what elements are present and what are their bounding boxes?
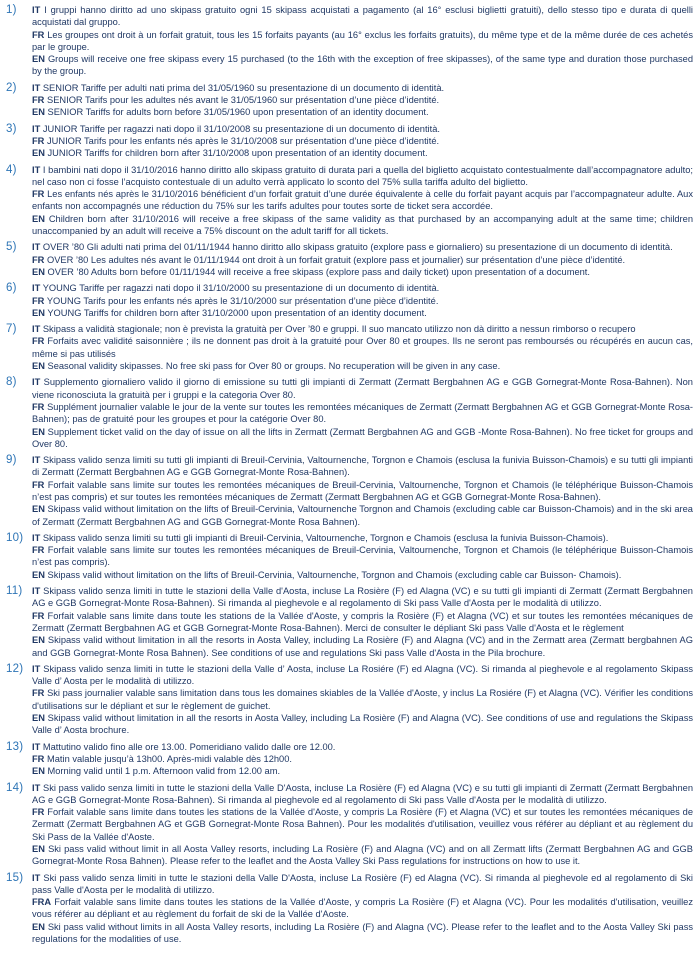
note-paragraph <box>32 569 693 581</box>
note-paragraph <box>32 82 693 94</box>
note-text: Supplément journalier valable le jour de la vente sur toutes les remontées mécaniques de Zermatt (Zermatt Bergbahnen AG et GGB Gornegrat-Monte Rosa-Bahnen); pas de gratuité pour les groupes et pour la catégorie Over 80. <box>32 401 693 425</box>
language-tag: EN <box>32 54 45 65</box>
language-tag: IT <box>32 782 41 793</box>
note-text: Ski pass valid without limit in all Aosta Valley resorts, including La Rosière (F) and Alagna (VC) and on all Zermatt lifts (Zermatt Bergbahnen AG and GGB Gornegrat-Monte Rosa Bahnen). Please refer to the leaflet and the Aosta Valley Ski Pass regulations for instructions on how to use it. <box>32 844 693 867</box>
note-paragraph <box>32 426 693 451</box>
language-tag: FR <box>32 95 45 106</box>
note-text: YOUNG Tarifs pour les enfants nés après le 31/10/2000 sur présentation d’une pièce d’identité. <box>46 295 439 306</box>
note-number: 4) <box>6 163 17 176</box>
note-item <box>4 123 693 160</box>
language-tag: EN <box>32 361 45 372</box>
note-number: 5) <box>6 241 17 254</box>
note-item <box>4 164 693 238</box>
note-text: Skipass a validità stagionale; non è prevista la gratuità per Over ’80 e gruppi. Il suo mancato utilizzo non dà diritto a nessun rimborso o recupero <box>42 324 636 335</box>
note-number: 6) <box>6 282 17 295</box>
language-tag: FR <box>32 807 45 818</box>
language-tag: FR <box>32 401 45 412</box>
language-tag: EN <box>32 107 45 118</box>
note-body <box>32 323 693 372</box>
note-paragraph <box>32 921 693 946</box>
note-item <box>4 376 693 450</box>
note-paragraph <box>32 282 693 294</box>
note-text: Forfait valable sans limite sur toutes les remontées mécaniques de Breuil-Cervinia, Valtournenche, Torgnon et Chamois (le téléphérique Buisson-Chamois n’est pas compris). <box>32 545 693 568</box>
note-body <box>32 454 693 528</box>
note-paragraph <box>32 843 693 868</box>
note-text: Forfait valable sans limite dans toutes les stations de la Vallée d'Aoste, y compris La Rosière (F) et Alagna (VC). Pour les modalités d'utilisation, veuillez vous référer au dépliant et au règlement du forfait de ski de la Vallée d'Aoste. <box>32 897 693 920</box>
language-tag: EN <box>32 766 45 777</box>
language-tag: EN <box>32 844 45 854</box>
note-paragraph <box>32 94 693 106</box>
note-number: 10) <box>6 531 24 544</box>
language-tag: EN <box>32 504 45 515</box>
note-text: Supplemento giornaliero valido il giorno di emissione su tutti gli impianti di Zermatt (Zermatt Bergbahnen AG e GGB Gornegrat-Monte Rosa-Bahnen). Non viene riconosciuta la gratuità per i gruppi e la categoria Over 80. <box>32 377 693 400</box>
note-text: Forfaits avec validité saisonnière ; ils ne donnent pas droit à la gratuité pour Over 80 et groupes. Ils ne seront pas remboursés ou récupérés en aucun cas, même si pas utilisés <box>32 336 693 359</box>
note-paragraph <box>32 712 693 737</box>
note-item <box>4 741 693 778</box>
language-tag: EN <box>32 635 45 646</box>
note-paragraph <box>32 585 693 610</box>
note-number: 1) <box>6 4 17 16</box>
note-text: OVER ’80 Gli adulti nati prima del 01/11/1944 hanno diritto allo skipass gratuito (explore pass e giornaliero) su presentazione di un documento di identità. <box>42 242 673 253</box>
language-tag: FR <box>32 336 45 347</box>
note-text: Ski pass journalier valable sans limitation dans tous les domaines skiables de la Vallée d'Aoste, y inclus La Rosiére (F) et Alagna (VC). Vérifier les conditions d'utilisations sur le dépliant et sur le règlement de guichet. <box>32 688 694 711</box>
note-text: Forfait valable sans limite dans toutes les stations de la Vallée d'Aoste, y compris La Rosière (F) et Alagna (VC) et sur toutes les remontées mécaniques de Zermatt (Zermatt Bergbahnen AG et GGB Gornegrat-Monte Rosa Bahnen). Pour les modalités d'utilisation, veuillez vous référer au dépliant et au règlement du Ski Pass de la Vallée d'Aoste. <box>32 807 693 842</box>
note-paragraph <box>32 765 693 777</box>
note-text: Skipass valido senza limiti in tutte le stazioni della Valle d'Aosta, incluse La Rosière (F) ed Alagna (VC) e su tutti gli impianti di Zermatt (Zermatt Bergbahnen AG e GGB Gornegrat-Monte Rosa-Bahnen). Si rimanda al pieghevole e al regolamento di Ski pass Valle d'Aosta per le modalità di utilizzo. <box>32 586 693 609</box>
note-paragraph <box>32 610 693 635</box>
note-paragraph <box>32 532 693 544</box>
note-item <box>4 782 693 868</box>
language-tag: EN <box>32 426 45 437</box>
note-body <box>32 376 693 450</box>
language-tag: EN <box>32 148 45 159</box>
language-tag: FR <box>32 688 45 699</box>
note-paragraph <box>32 307 693 319</box>
note-text: JUNIOR Tariffe per ragazzi nati dopo il 31/10/2008 su presentazione di un documento di identità. <box>42 123 440 134</box>
note-text: Les groupes ont droit à un forfait gratuit, tous les 15 forfaits payants (au 16° exclus les forfaits gratuits), du même type et de la même durée de ces achetés par le groupe. <box>32 29 693 52</box>
language-tag: FR <box>32 610 45 621</box>
language-tag: IT <box>32 532 41 543</box>
note-text: Skipass valid without limitation in all the resorts in Aosta Valley, including La Rosière (F) and Alagna (VC) and in the Zermatt area (Zermatt bergbahnen AG and GGB Gornegrat-Monte Rosa Bahnen). See conditions of use and regulations Ski pass Valle d'Aosta in the Pila brochure. <box>32 635 693 658</box>
note-paragraph <box>32 295 693 307</box>
language-tag: IT <box>32 242 41 253</box>
note-item <box>4 585 693 659</box>
note-text: Ski pass valido senza limiti in tutte le stazioni della Valle D'Aosta, incluse La Rosière (F) ed Alagna (VC) e su tutti gli impianti di Zermatt (Zermatt Bergbahnen AG e GGB Gornegrat-Monte Rosa-Bahnen). Si rimanda al pieghevole ed al regolamento di Ski pass Valle d'Aosta per le modalità di utilizzo. <box>32 782 693 805</box>
note-text: Les enfants nés après le 31/10/2016 bénéficient d’un forfait gratuit d’une durée équivalente à celle du forfait payant acquis par l’accompagnateur adulte. Aux enfants non accompagnés une réduction du 75% sur les tarifs adultes pour toutes sorte de ticket sera accordée. <box>32 189 693 212</box>
language-tag: FR <box>32 189 45 200</box>
note-text: JUNIOR Tariffs for children born after 31/10/2008 upon presentation of an identity document. <box>47 148 428 159</box>
note-text: Groups will receive one free skipass every 15 purchased (to the 16th with the exception of free skipasses), of the same type and duration those purchased by the group. <box>32 54 694 77</box>
language-tag: EN <box>32 569 45 580</box>
language-tag: IT <box>32 283 41 294</box>
note-paragraph <box>32 335 693 360</box>
note-text: Forfait valable sans limite sur toutes les remontées mécaniques de Breuil-Cervinia, Valtournenche, Torgnon et Chamois (le téléphérique Buisson-Chamois n’est pas compris) et sur toutes les remontées mécaniques de Zermatt (Zermatt Bergbahnen AG et GGB Gornegrat-Monte Rosa-Bahnen). <box>32 479 693 502</box>
note-item <box>4 323 693 372</box>
note-text: Matin valable jusqu’à 13h00. Après-midi valable dès 12h00. <box>47 753 292 764</box>
note-text: Skipass valid without limitation on the lifts of Breuil-Cervinia, Valtournenche, Torgnon and Chamois (excluding cable car Buisson- Chamois). <box>47 569 622 580</box>
note-paragraph <box>32 741 693 753</box>
note-paragraph <box>32 503 693 528</box>
note-paragraph <box>32 266 693 278</box>
note-text: SENIOR Tariffs for adults born before 31/05/1960 upon presentation of an identity document. <box>47 107 429 118</box>
note-number: 15) <box>6 871 24 884</box>
note-number: 7) <box>6 323 17 336</box>
language-tag: FRA <box>32 897 52 908</box>
note-paragraph <box>32 123 693 135</box>
note-paragraph <box>32 4 693 29</box>
note-number: 9) <box>6 454 17 467</box>
note-text: Forfait valable sans limite dans toute les stations de la Vallée d'Aoste, y compris la Rosière (F) et Alagna (VC) et sur toutes les remontées mécaniques de Zermatt (Zermatt Bergbahnen AG et GGB Gornegrat-Monte Rosa-Bahnen). Merci de consulter le dépliant Ski pass Valle d'Aosta et le règlement <box>32 610 693 633</box>
language-tag: EN <box>32 266 45 277</box>
note-paragraph <box>32 806 693 843</box>
note-paragraph <box>32 106 693 118</box>
note-paragraph <box>32 135 693 147</box>
language-tag: IT <box>32 377 41 388</box>
note-paragraph <box>32 376 693 401</box>
note-text: SENIOR Tarifs pour les adultes nés avant le 31/05/1960 sur présentation d’une pièce d’identité. <box>47 95 440 106</box>
note-text: Supplement ticket valid on the day of issue on all the lifts in Zermatt (Zermatt Bergbahnen AG and GGB -Monte Rosa-Bahnen). No free ticket for groups and Over 80. <box>32 426 694 449</box>
note-item <box>4 532 693 581</box>
language-tag: FR <box>32 479 45 490</box>
note-paragraph <box>32 241 693 253</box>
language-tag: IT <box>32 455 41 466</box>
note-text: YOUNG Tariffs for children born after 31/10/2000 upon presentation of an identity document. <box>47 307 427 318</box>
language-tag: IT <box>32 586 41 597</box>
language-tag: FR <box>32 135 45 146</box>
note-paragraph <box>32 896 693 921</box>
note-number: 11) <box>6 585 23 598</box>
note-text: Skipass valido senza limiti su tutti gli impianti di Breuil-Cervinia, Valtournenche, Torgnon e Chamois (esclusa la funivia Buisson-Chamois) e su tutti gli impianti di Zermatt (Zermatt Bergbahnen AG e GGB Gornegrat-Monte Rosa-Bahnen). <box>32 455 693 478</box>
note-paragraph <box>32 753 693 765</box>
note-paragraph <box>32 147 693 159</box>
language-tag: FR <box>32 254 45 265</box>
language-tag: IT <box>32 164 41 175</box>
note-number: 3) <box>6 122 17 135</box>
note-body <box>32 164 693 238</box>
note-paragraph <box>32 634 693 659</box>
note-item <box>4 872 693 946</box>
note-body <box>32 282 693 319</box>
note-text: I gruppi hanno diritto ad uno skipass gratuito ogni 15 skipass acquistati a pagamento (al 16° esclusi biglietti gratuiti), dello stesso tipo e durata di quelli acquistati dal gruppo. <box>32 5 693 28</box>
language-tag: FR <box>32 295 45 306</box>
note-body <box>32 4 693 78</box>
note-body <box>32 741 693 778</box>
note-text: Ski pass valid without limits in all Aosta Valley resorts, including La Rosière (F) and Alagna (VC). Please refer to the leaflet and to the Aosta Valley Ski pass regulations for the modalities of use. <box>32 921 693 945</box>
note-item <box>4 454 693 528</box>
note-paragraph <box>32 254 693 266</box>
note-item <box>4 282 693 319</box>
note-paragraph <box>32 401 693 426</box>
note-number: 8) <box>6 376 17 389</box>
language-tag: FR <box>32 545 45 556</box>
language-tag: IT <box>32 324 41 335</box>
note-paragraph <box>32 164 693 189</box>
note-body <box>32 585 693 659</box>
note-number: 2) <box>6 81 17 94</box>
note-paragraph <box>32 479 693 504</box>
note-paragraph <box>32 29 693 54</box>
note-paragraph <box>32 53 693 78</box>
language-tag: FR <box>32 753 45 764</box>
language-tag: EN <box>32 213 45 224</box>
note-number: 12) <box>6 662 24 675</box>
language-tag: IT <box>32 5 41 15</box>
note-paragraph <box>32 360 693 372</box>
note-text: Mattutino valido fino alle ore 13.00. Pomeridiano valido dalle ore 12.00. <box>42 741 336 752</box>
note-text: Ski pass valido senza limiti in tutte le stazioni della Valle D'Aosta, incluse La Rosière (F) ed Alagna (VC). Si rimanda al pieghevole ed al regolamento di Ski pass Valle d'Aosta per le modalità di utilizzo. <box>32 872 693 895</box>
note-body <box>32 782 693 868</box>
note-text: SENIOR Tariffe per adulti nati prima del 31/05/1960 su presentazione di un documento di identità. <box>42 82 445 93</box>
note-body <box>32 532 693 581</box>
note-body <box>32 241 693 278</box>
note-paragraph <box>32 663 693 688</box>
note-paragraph <box>32 188 693 213</box>
note-text: YOUNG Tariffe per ragazzi nati dopo il 31/10/2000 su presentazione di un documento di identità. <box>42 283 440 294</box>
note-item <box>4 663 693 737</box>
language-tag: EN <box>32 307 45 318</box>
note-text: Morning valid until 1 p.m. Afternoon valid from 12.00 am. <box>47 766 281 777</box>
note-text: Children born after 31/10/2016 will receive a free skipass of the same validity as that purchased by an accompanying adult at the same time; children unaccompanied by an adult will receive a 75% discount on the adult tariff for all tickets. <box>32 213 693 237</box>
language-tag: FR <box>32 29 45 40</box>
note-paragraph <box>32 213 693 238</box>
note-text: Skipass valido senza limiti in tutte le stazioni della Valle d’ Aosta, incluse La Rosiére (F) ed Alagna (VC). Si rimanda al pieghevole e al regolamento Skipass Valle d’ Aosta per le modalità di utilizzo. <box>32 663 693 687</box>
language-tag: IT <box>32 872 41 883</box>
language-tag: EN <box>32 921 45 932</box>
language-tag: IT <box>32 82 41 93</box>
language-tag: EN <box>32 713 45 724</box>
note-text: Skipass valido senza limiti su tutti gli impianti di Breuil-Cervinia, Valtournenche, Torgnon e Chamois (esclusa la funivia Buisson-Chamois). <box>42 532 609 543</box>
notes-list <box>4 4 693 945</box>
note-number: 14) <box>6 781 24 794</box>
note-body <box>32 123 693 160</box>
note-paragraph <box>32 544 693 569</box>
note-item <box>4 241 693 278</box>
language-tag: IT <box>32 123 41 134</box>
note-paragraph <box>32 454 693 479</box>
note-body <box>32 82 693 119</box>
note-text: I bambini nati dopo il 31/10/2016 hanno diritto allo skipass gratuito di durata pari a quella del biglietto acquistato contestualmente dall’accompagnatore adulto; nel caso non ci fosse l’acquisto contestuale di un adulto verrà applicato lo sconto del 75% sulla tariffa adulto del biglietto. <box>32 164 693 187</box>
note-paragraph <box>32 872 693 897</box>
note-number: 13) <box>6 740 24 753</box>
note-text: Skipass valid without limitation on the lifts of Breuil-Cervinia, Valtournenche Torgnon and Chamois (excluding cable car Buisson-Chamois) and in the ski area of Zermatt (Zermatt Bergbahnen AG and GGB Gornegrat-Monte Rosa Bahnen). <box>32 504 693 527</box>
note-paragraph <box>32 323 693 335</box>
note-text: OVER ’80 Les adultes nés avant le 01/11/1944 ont droit à un forfait gratuit (explore pass et journalier) sur présentation d’une pièce d’identité. <box>47 254 626 265</box>
note-item <box>4 82 693 119</box>
note-item <box>4 4 693 78</box>
note-text: JUNIOR Tarifs pour les enfants nés après le 31/10/2008 sur présentation d’une pièce d’identité. <box>47 135 440 146</box>
note-paragraph <box>32 782 693 807</box>
language-tag: IT <box>32 741 41 752</box>
note-text: Skipass valid without limitation in all the resorts in Aosta Valley, including La Rosière (F) and Alagna (VC). See conditions of use and regulations the Skipass Valle d’ Aosta brochure. <box>32 713 693 736</box>
note-text: OVER ’80 Adults born before 01/11/1944 will receive a free skipass (explore pass and daily ticket) upon presentation of a document. <box>47 266 590 277</box>
language-tag: IT <box>32 663 41 674</box>
note-text: Seasonal validity skipasses. No free ski pass for Over 80 or groups. No recuperation will be given in any case. <box>47 361 501 372</box>
note-body <box>32 872 693 946</box>
note-body <box>32 663 693 737</box>
note-paragraph <box>32 687 693 712</box>
